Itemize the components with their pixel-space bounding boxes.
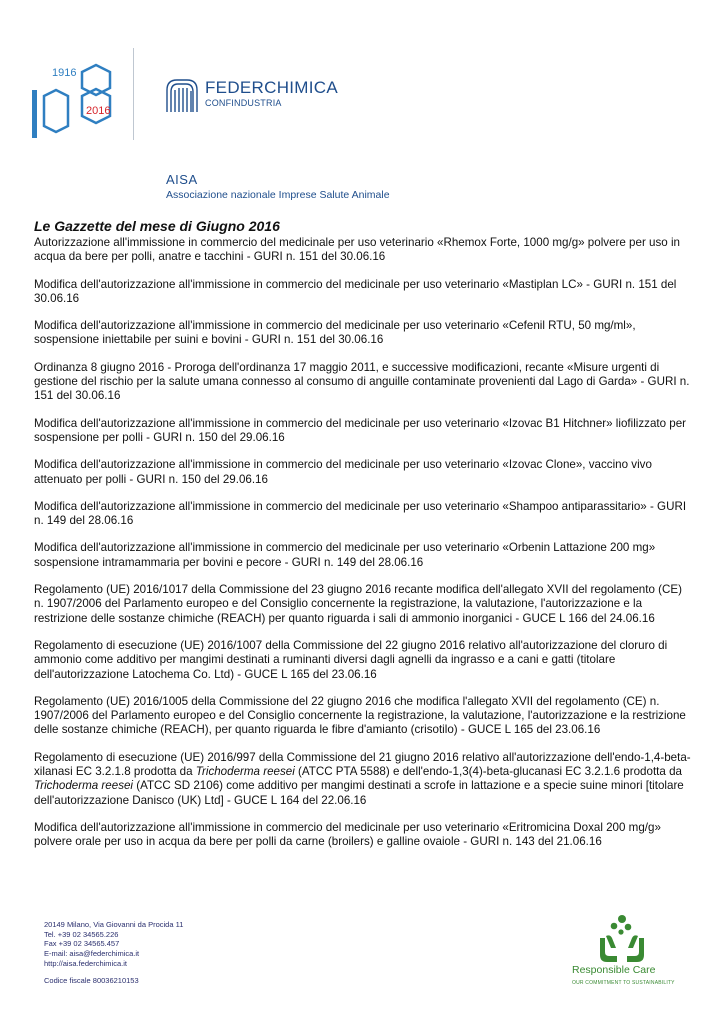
footer-contact — [44, 920, 183, 985]
gazette-entry: Modifica dell'autorizzazione all'immissione in commercio del medicinale per uso veterinario «Shampoo antiparassitario» - GURI n. 149 del 28.06.16 — [34, 499, 687, 528]
federchimica-emblem-icon — [165, 76, 199, 114]
document-body — [34, 218, 694, 863]
gazette-entry — [34, 751, 694, 808]
gazette-entry: Regolamento (UE) 2016/1017 della Commissione del 23 giugno 2016 recante modifica dell'allegato XVII del regolamento (CE) n. 1907/2006 del Parlamento europeo e del Consiglio concernente la registrazione, la valutazione, l'autorizzazione e la restrizione delle sostanze chimiche (REACH) per quanto riguarda i sali di ammonio inorganici - GUCE L 166 del 24.06.16 — [34, 583, 682, 625]
centenary-digit-one — [32, 90, 37, 138]
centenary-hexagon-2 — [82, 65, 110, 95]
responsible-care-name: Responsible Care — [572, 964, 656, 976]
header-divider — [133, 48, 134, 140]
responsible-care-hands-icon — [566, 912, 684, 964]
entry-text: (ATCC PTA 5588) e dell'endo-1,3(4)-beta-glucanasi EC 3.2.1.6 prodotta da — [294, 765, 682, 779]
footer-web: http://aisa.federchimica.it — [44, 958, 127, 968]
entry-text: (ATCC SD 2106) come additivo per mangimi destinati a scrofe in lattazione e a specie suine minori [titolare dell'autorizzazione Danisco (UK) Ltd] - GUCE L 164 del 22.06.16 — [34, 779, 684, 807]
centenary-hexagon-1 — [44, 90, 68, 132]
gazette-entry: Ordinanza 8 giugno 2016 - Proroga dell'ordinanza 17 maggio 2011, e successive modificazioni, recante «Misure urgenti di gestione del rischio per la salute umana connesso al consumo di anguille contaminate provenienti dal Lago di Garda» - GURI n. 151 del 30.06.16 — [34, 360, 690, 403]
federchimica-name: FEDERCHIMICA — [205, 78, 338, 97]
organism-name: Trichoderma reesei — [34, 779, 134, 793]
organism-name: Trichoderma reesei — [195, 765, 295, 779]
footer-fiscal-code: Codice fiscale 80036210153 — [44, 975, 139, 985]
gazette-entry: Regolamento (UE) 2016/1005 della Commissione del 22 giugno 2016 che modifica l'allegato XVII del regolamento (CE) n. 1907/2006 del Parlamento europeo e del Consiglio concernente la registrazione, la valutazione, l'autorizzazione e la restrizione delle sostanze chimiche (REACH), per quanto riguarda le fibre d'amianto (crisotilo) - GUCE L 165 del 23.06.16 — [34, 694, 686, 737]
gazette-entry: Modifica dell'autorizzazione all'immissione in commercio del medicinale per uso veterinario «Cefenil RTU, 50 mg/ml», sospensione iniettabile per suini e bovini - GURI n. 151 del 30.06.16 — [34, 319, 636, 347]
footer-address-line: 20149 Milano, Via Giovanni da Procida 11 — [44, 920, 184, 929]
gazette-entry: Modifica dell'autorizzazione all'immissione in commercio del medicinale per uso veterinario «Izovac B1 Hitchner» liofilizzato per sospensione per polli - GURI n. 150 del 29.06.16 — [34, 416, 687, 444]
aisa-title: AISA — [166, 172, 198, 187]
aisa-subtitle: Associazione nazionale Imprese Salute Animale — [166, 189, 390, 201]
document-title: Le Gazzette del mese di Giugno 2016 — [34, 218, 280, 234]
responsible-care-logo — [566, 912, 684, 992]
responsible-care-tagline: OUR COMMITMENT TO SUSTAINABILITY — [572, 980, 675, 986]
footer-email: E-mail: aisa@federchimica.it — [44, 949, 140, 959]
footer-fax: Fax +39 02 34565.457 — [44, 939, 120, 949]
centenary-logo — [30, 60, 130, 144]
gazette-entry: Autorizzazione all'immissione in commercio del medicinale per uso veterinario «Rhemox Forte, 1000 mg/g» polvere per uso in acqua da bere per polli, anatre e tacchini - GURI n. 151 del 30.06.16 — [34, 236, 680, 264]
gazette-entry: Modifica dell'autorizzazione all'immissione in commercio del medicinale per uso veterinario «Izovac Clone», vaccino vivo attenuato per polli - GURI n. 150 del 29.06.16 — [34, 458, 652, 486]
gazette-entry: Modifica dell'autorizzazione all'immissione in commercio del medicinale per uso veterinario «Mastiplan LC» - GURI n. 151 del 30.06.16 — [34, 277, 677, 305]
gazette-entry: Modifica dell'autorizzazione all'immissione in commercio del medicinale per uso veterinario «Eritromicina Doxal 200 mg/g» polvere orale per uso in acqua da bere per polli da carne (broilers) e galline ovaiole - GURI n. 143 del 21.06.16 — [34, 820, 661, 849]
entry-text: Regolamento di esecuzione (UE) 2016/997 della Commissione del 21 giugno 2016 relativo all'autorizzazione dell'endo-1,4-beta-xilanasi EC 3.2.1.8 prodotta da — [34, 750, 691, 779]
federchimica-logo — [165, 76, 355, 116]
aisa-block — [166, 172, 390, 201]
centenary-year-start: 1916 — [52, 67, 77, 79]
confindustria-label: CONFINDUSTRIA — [205, 98, 282, 108]
gazette-entry: Modifica dell'autorizzazione all'immissione in commercio del medicinale per uso veterinario «Orbenin Lattazione 200 mg» sospensione intramammaria per bovini e pecore - GURI n. 149 del 28.06.16 — [34, 541, 656, 569]
gazette-entry: Regolamento di esecuzione (UE) 2016/1007 della Commissione del 22 giugno 2016 relativo all'autorizzazione del cloruro di ammonio come additivo per mangimi destinati a ruminanti diversi dagli agnelli da ingrasso e a cani e gatti (titolare dell'autorizzazione Latochema Co. Ltd) - GUCE L 165 del 23.06.16 — [34, 638, 668, 681]
centenary-year-end: 2016 — [86, 105, 111, 117]
footer-tel: Tel. +39 02 34565.226 — [44, 929, 119, 939]
